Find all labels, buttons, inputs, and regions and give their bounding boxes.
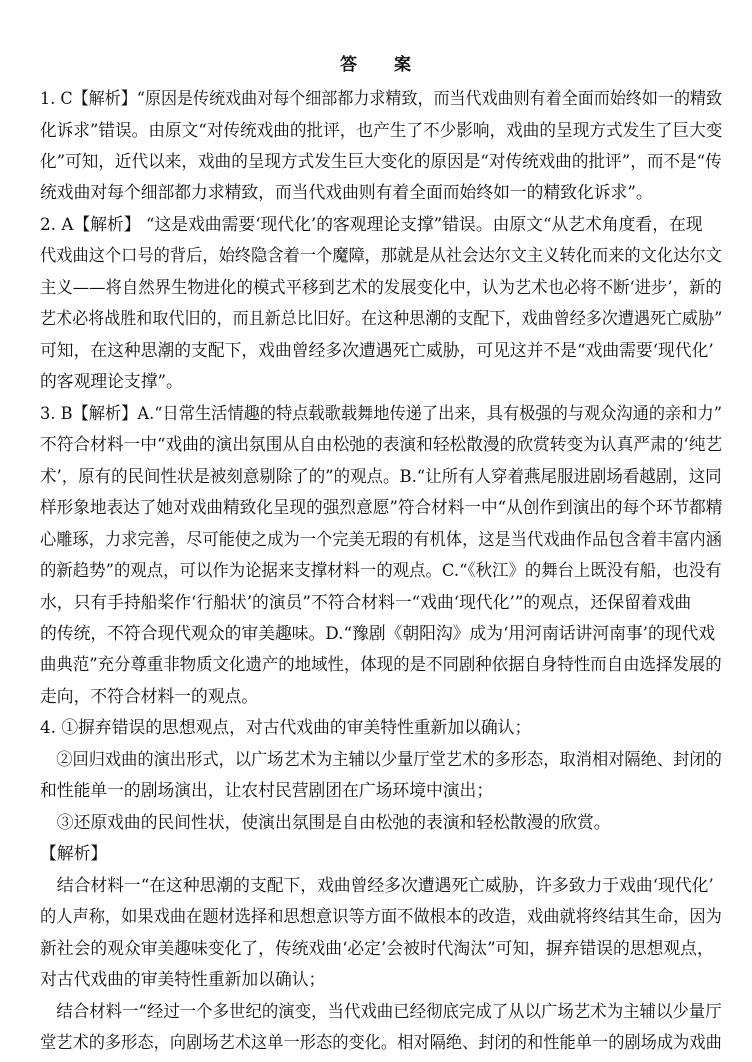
text-line: 的传统，不符合现代观众的审美趣味。D.“豫剧《朝阳沟》成为‘用河南话讲河南事’的现代戏	[40, 622, 716, 643]
text-line: 可知，在这种思潮的支配下，戏曲曾经多次遭遇死亡威胁，可见这并不是“戏曲需要‘现代化’	[40, 339, 714, 360]
text-line: 艺术必将战胜和取代旧的，而且新总比旧好。在这种思潮的支配下，戏曲曾经多次遭遇死亡威胁”	[40, 308, 723, 329]
text-line: 3. B【解析】A.“日常生活情趣的特点载歌载舞地传递了出来，具有极强的与观众沟通的亲和力”	[40, 402, 722, 423]
text-line: 水，只有手持船桨作‘行船状’的演员”不符合材料一“戏曲‘现代化’”的观点，还保留着戏曲	[40, 591, 692, 612]
text-line: 化诉求”错误。由原文“对传统戏曲的批评，也产生了不少影响，戏曲的呈现方式发生了巨大变	[40, 119, 723, 140]
text-line: 对古代戏曲的审美特性重新加以确认；	[40, 969, 326, 990]
text-line: 堂艺术的多形态，向剧场艺术这单一形态的变化。相对隔绝、封闭的和性能单一的剧场成为戏曲	[40, 1032, 722, 1052]
text-line: 的新趋势”的观点，可以作为论据来支撑材料一的观点。C.“《秋江》的舞台上既没有船，也没有	[40, 560, 722, 580]
text-line: 新社会的观众审美趣味变化了，传统戏曲‘必定’会被时代淘汰”可知，摒弃错误的思想观点，	[40, 937, 714, 958]
text-line: 曲典范”充分尊重非物质文化遗产的地域性，体现的是不同剧种依据自身特性而自由选择发展的	[40, 654, 722, 675]
text-line: 化”可知，近代以来，戏曲的呈现方式发生巨大变化的原因是“对传统戏曲的批评”，而不是“传	[40, 150, 722, 171]
text-line: 的客观理论支撑”。	[40, 371, 183, 392]
text-line: 2. A【解析】 “这是戏曲需要‘现代化’的客观理论支撑”错误。由原文“从艺术角度看，在现	[40, 213, 703, 234]
text-line: 心雕琢，力求完善，尽可能使之成为一个完美无瑕的有机体，这是当代戏曲作品包含着丰富内涵	[40, 528, 722, 549]
text-line: ③还原戏曲的民间性状，使演出氛围是自由松弛的表演和轻松散漫的欣赏。	[40, 811, 611, 832]
text-line: 的人声称，如果戏曲在题材选择和思想意识等方面不做根本的改造，戏曲就将终结其生命，因为	[40, 906, 722, 927]
page-title: 答 案	[340, 55, 412, 75]
text-line: 主义——将自然界生物进化的模式平移到艺术的发展变化中，认为艺术也必将不断‘进步’，新的	[40, 276, 722, 297]
text-line: 术’，原有的民间性状是被刻意剔除了的”的观点。B.“让所有人穿着燕尾服进剧场看越剧，这同	[40, 465, 722, 486]
text-line: 样形象地表达了她对戏曲精致化呈现的强烈意愿”符合材料一中“从创作到演出的每个环节都精	[40, 497, 723, 518]
text-line: 结合材料一“在这种思潮的支配下，戏曲曾经多次遭遇死亡威胁，许多致力于戏曲‘现代化’	[40, 874, 714, 895]
text-line: 不符合材料一中“戏曲的演出氛围从自由松弛的表演和轻松散漫的欣赏转变为认真严肃的‘纯艺	[40, 434, 723, 455]
text-line: 代戏曲这个口号的背后，始终隐含着一个魔障，那就是从社会达尔文主义转化而来的文化达尔文	[40, 245, 722, 266]
text-line: 走向，不符合材料一的观点。	[40, 685, 259, 706]
text-line: 和性能单一的剧场演出，让农村民营剧团在广场环境中演出；	[40, 780, 494, 801]
text-line: 统戏曲对每个细部都力求精致，而当代戏曲则有着全面而始终如一的精致化诉求”。	[40, 182, 653, 203]
text-line: ②回归戏曲的演出形式，以广场艺术为主辅以少量厅堂艺术的多形态，取消相对隔绝、封闭的	[40, 748, 722, 769]
text-line: 4. ①摒弃错误的思想观点，对古代戏曲的审美特性重新加以确认；	[40, 717, 532, 738]
text-line: 【解析】	[40, 843, 108, 864]
text-line: 1. C【解析】“原因是传统戏曲对每个细部都力求精致，而当代戏曲则有着全面而始终如一的精致	[40, 88, 723, 108]
text-line: 结合材料一“经过一个多世纪的演变，当代戏曲已经彻底完成了从以广场艺术为主辅以少量厅	[40, 1000, 722, 1021]
